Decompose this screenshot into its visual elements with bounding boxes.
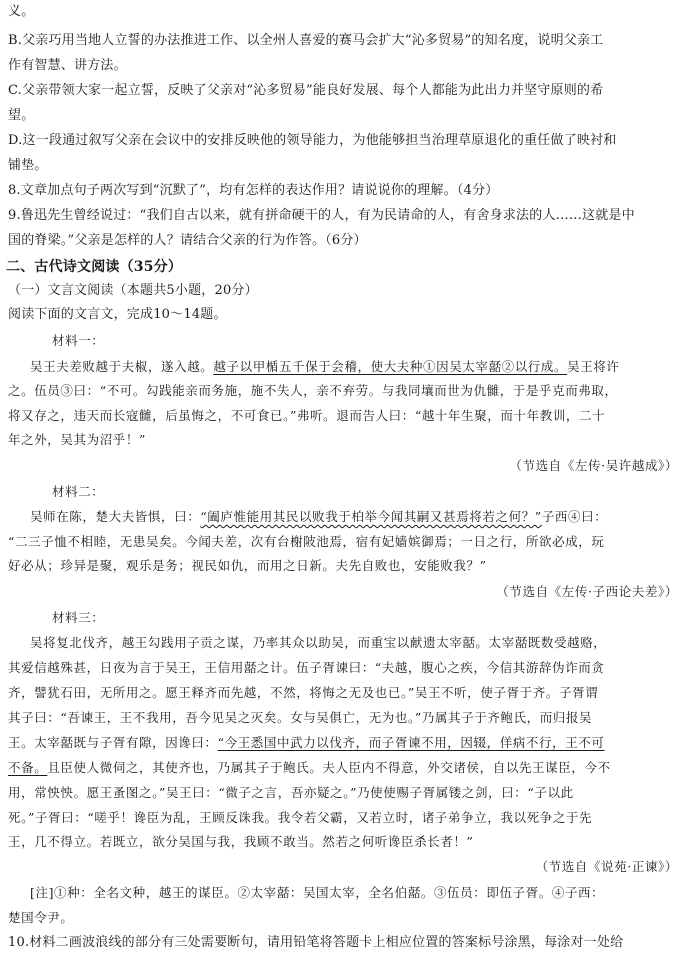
option-d-line: D.这一段通过叙写父亲在会议中的安排反映他的领导能力，为他能够担当治理草原退化的重任做了映衬和 xyxy=(8,133,617,148)
option-c-line: C.父亲带领大家一起立誓，反映了父亲对“沁多贸易”能良好发展、每个人都能为此出力并坚守原则的希 xyxy=(8,83,604,98)
footnote: 楚国令尹。 xyxy=(8,910,74,925)
passage-text: 吴师在陈，楚大夫皆惧，曰： xyxy=(30,509,201,524)
passage-line: 好必从；珍异是聚，观乐是务；视民如仇，而用之日新。夫先自败也，安能败我？” xyxy=(8,558,487,573)
option-d-line: 铺垫。 xyxy=(8,158,48,173)
passage-line: “二三子恤不相睦，无患吴矣。今闻夫差，次有台榭陂池焉，宿有妃嫱嫔御焉；一日之行，所欲必成，玩 xyxy=(8,534,605,549)
question-9: 9.鲁迅先生曾经说过：“我们自古以来，就有拼命硬干的人，有为民请命的人，有舍身求法的人……这就是中 xyxy=(8,208,635,223)
passage-text: 且臣使人微伺之，其使齐也，乃属其子于鲍氏。夫人臣内不得意，外交诸侯，自以先王谋臣，今不 xyxy=(47,760,611,775)
passage-line xyxy=(30,509,607,525)
passage-line: 其爱信越殊甚，日夜为言于吴王，王信用嚭之计。伍子胥谏曰：“夫越，腹心之疾，今信其游辞伪诈而贪 xyxy=(8,660,605,675)
source-citation: （节选自《左传·吴许越成》） xyxy=(509,458,678,473)
instruction: 阅读下面的文言文，完成10～14题。 xyxy=(8,307,227,322)
question-8: 8.文章加点句子两次写到“沉默了”，均有怎样的表达作用？请说说你的理解。（4分） xyxy=(8,183,499,198)
material-label: 材料三： xyxy=(52,610,105,625)
passage-line xyxy=(8,760,611,776)
passage-line: 其子曰：“吾谏王，王不我用，吾今见吴之灭矣。女与吴俱亡，无为也。”乃属其子于齐鲍氏，而归报吴 xyxy=(8,710,593,725)
question-10: 10.材料二画波浪线的部分有三处需要断句，请用铅笔将答题卡上相应位置的答案标号涂黑，每涂对一处给 xyxy=(8,935,624,950)
passage-line: 用，常怏怏。愿王蚤图之。”吴王曰：“微子之言，吾亦疑之。”乃使使赐子胥属镂之剑，曰：“子以此 xyxy=(8,785,574,800)
underlined-sentence: 越子以甲楯五千保于会稽，使大夫种①因吴太宰嚭②以行成。 xyxy=(213,359,568,374)
passage-text: 子西④曰： xyxy=(541,509,608,524)
passage-text: 吴王将许 xyxy=(567,359,620,374)
underlined-sentence: “今王悉国中武力以伐齐，而子胥谏不用，因辍，佯病不行，王不可 xyxy=(217,735,605,750)
text-line: 义。 xyxy=(8,4,35,19)
section-heading: 二、古代诗文阅读（35分） xyxy=(6,259,183,275)
passage-line: 将又存之，违天而长寇雠，后虽悔之，不可食已。”弗听。退而告人曰：“越十年生聚，而十年教训，二十 xyxy=(8,408,606,423)
passage-line xyxy=(30,359,620,375)
material-label: 材料二： xyxy=(52,484,105,499)
material-label: 材料一： xyxy=(52,333,105,348)
footnote: [注]①种：全名文种，越王的谋臣。②太宰嚭：吴国太宰，全名伯嚭。③伍员：即伍子胥。④子西： xyxy=(30,885,605,900)
passage-line xyxy=(8,735,605,751)
passage-line: 王，几不得立。若既立，欲分吴国与我，我顾不敢当。然若之何听谗臣杀长者！” xyxy=(8,834,474,849)
subsection-heading: （一）文言文阅读（本题共5小题，20分） xyxy=(8,283,258,298)
option-c-line: 望。 xyxy=(8,108,35,123)
passage-text: 吴王夫差败越于夫椒，遂入越。 xyxy=(30,359,214,374)
passage-line: 之。伍员③曰：“不可。勾践能亲而务施，施不失人，亲不弃劳。与我同壤而世为仇雠，于是乎克而弗取， xyxy=(8,383,618,398)
passage-line: 齐，譬犹石田，无所用之。愿王释齐而先越，不然，将悔之无及也已。”吴王不听，使子胥于齐。子胥谓 xyxy=(8,685,599,700)
wavy-underlined-sentence: “阖庐惟能用其民以败我于柏举今闻其嗣又甚焉将若之何？” xyxy=(200,509,542,524)
passage-line: 年之外，吴其为沼乎！” xyxy=(8,432,146,447)
passage-line: 死。”子胥曰：“嗟乎！谗臣为乱，王顾反诛我。我令若父霸，又若立时，诸子弟争立，我以死争之于先 xyxy=(8,810,593,825)
option-b-line: 作有智慧、讲方法。 xyxy=(8,58,127,73)
passage-line: 吴将复北伐齐，越王勾践用子贡之谋，乃率其众以助吴，而重宝以献遗太宰嚭。太宰嚭既数受越赂， xyxy=(30,635,607,650)
underlined-sentence: 不备。 xyxy=(8,760,48,775)
passage-text: 王。太宰嚭既与子胥有隙，因谗曰： xyxy=(8,735,218,750)
question-9: 国的脊梁。”父亲是怎样的人？请结合父亲的行为作答。（6分） xyxy=(8,233,367,248)
source-citation: （节选自《说苑·正谏》） xyxy=(535,859,678,874)
source-citation: （节选自《左传·子西论夫差》） xyxy=(496,584,678,599)
option-b-line: B.父亲巧用当地人立誓的办法推进工作、以全州人喜爱的赛马会扩大“沁多贸易”的知名度，说明父亲工 xyxy=(8,33,604,48)
